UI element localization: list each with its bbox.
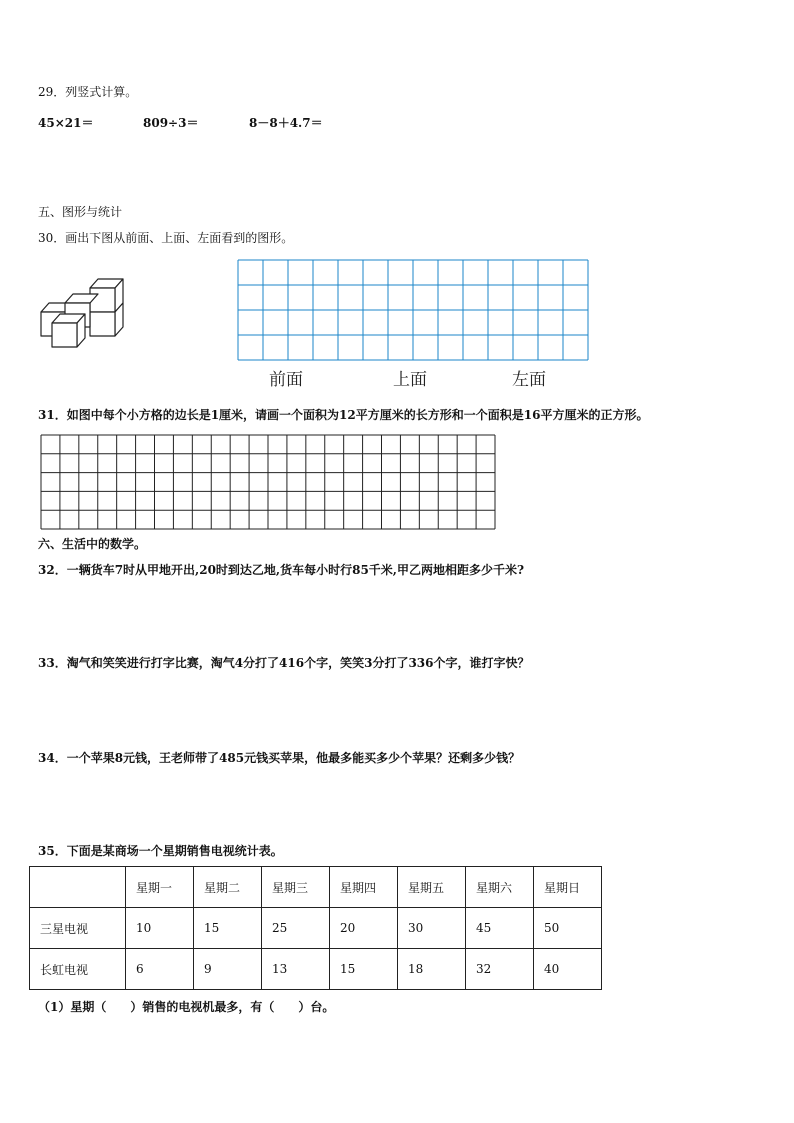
table-cell: 32	[466, 949, 534, 990]
table-cell: 10	[126, 908, 194, 949]
table-header-cell: 星期二	[194, 867, 262, 908]
table-cell: 15	[194, 908, 262, 949]
table-cell: 长虹电视	[30, 949, 126, 990]
section5-title: 五、图形与统计	[38, 205, 123, 219]
table-row	[30, 949, 602, 990]
table-cell: 40	[534, 949, 602, 990]
table-cell: 18	[398, 949, 466, 990]
table-cell: 13	[262, 949, 330, 990]
table-header-row	[30, 867, 602, 908]
label-front-view: 前面	[269, 370, 303, 390]
table-cell: 20	[330, 908, 398, 949]
table-header-cell: 星期五	[398, 867, 466, 908]
table-header-cell: 星期四	[330, 867, 398, 908]
q29-item-3: 8－8＋4.7＝	[249, 116, 323, 130]
q35-title: 35．下面是某商场一个星期销售电视统计表。	[38, 844, 283, 858]
q29-item-1: 45×21＝	[38, 116, 94, 130]
q29-title: 29．列竖式计算。	[38, 85, 138, 99]
table-cell: 50	[534, 908, 602, 949]
q32-title: 32．一辆货车7时从甲地开出,20时到达乙地,货车每小时行85千米,甲乙两地相距多少千米?	[38, 563, 525, 577]
label-left-view: 左面	[512, 370, 546, 390]
table-cell: 6	[126, 949, 194, 990]
table-cell: 9	[194, 949, 262, 990]
table-cell: 30	[398, 908, 466, 949]
q33-title: 33．淘气和笑笑进行打字比赛，淘气4分打了416个字，笑笑3分打了336个字，谁打字快？	[38, 656, 530, 670]
table-cell: 三星电视	[30, 908, 126, 949]
q30-title: 30．画出下图从前面、上面、左面看到的图形。	[38, 231, 294, 245]
table-header-cell: 星期一	[126, 867, 194, 908]
table-row	[30, 908, 602, 949]
cube-stack-figure	[38, 276, 134, 354]
drawing-grid-square[interactable]	[40, 434, 496, 530]
table-header-cell	[30, 867, 126, 908]
table-header-cell: 星期日	[534, 867, 602, 908]
q34-title: 34．一个苹果8元钱，王老师带了485元钱买苹果，他最多能买多少个苹果？还剩多少钱？	[38, 751, 521, 765]
table-cell: 25	[262, 908, 330, 949]
table-header-cell: 星期三	[262, 867, 330, 908]
section6-title: 六、生活中的数学。	[38, 537, 147, 551]
label-top-view: 上面	[393, 370, 427, 390]
tv-sales-table	[29, 866, 602, 990]
table-header-cell: 星期六	[466, 867, 534, 908]
table-cell: 45	[466, 908, 534, 949]
table-cell: 15	[330, 949, 398, 990]
drawing-grid-blue[interactable]	[237, 259, 589, 361]
q31-title: 31．如图中每个小方格的边长是1厘米，请画一个面积为12平方厘米的长方形和一个面积是16平方厘米的正方形。	[38, 408, 649, 422]
q29-item-2: 809÷3＝	[143, 116, 199, 130]
q35-sub1: （1）星期（ ）销售的电视机最多，有（ ）台。	[38, 1000, 335, 1014]
